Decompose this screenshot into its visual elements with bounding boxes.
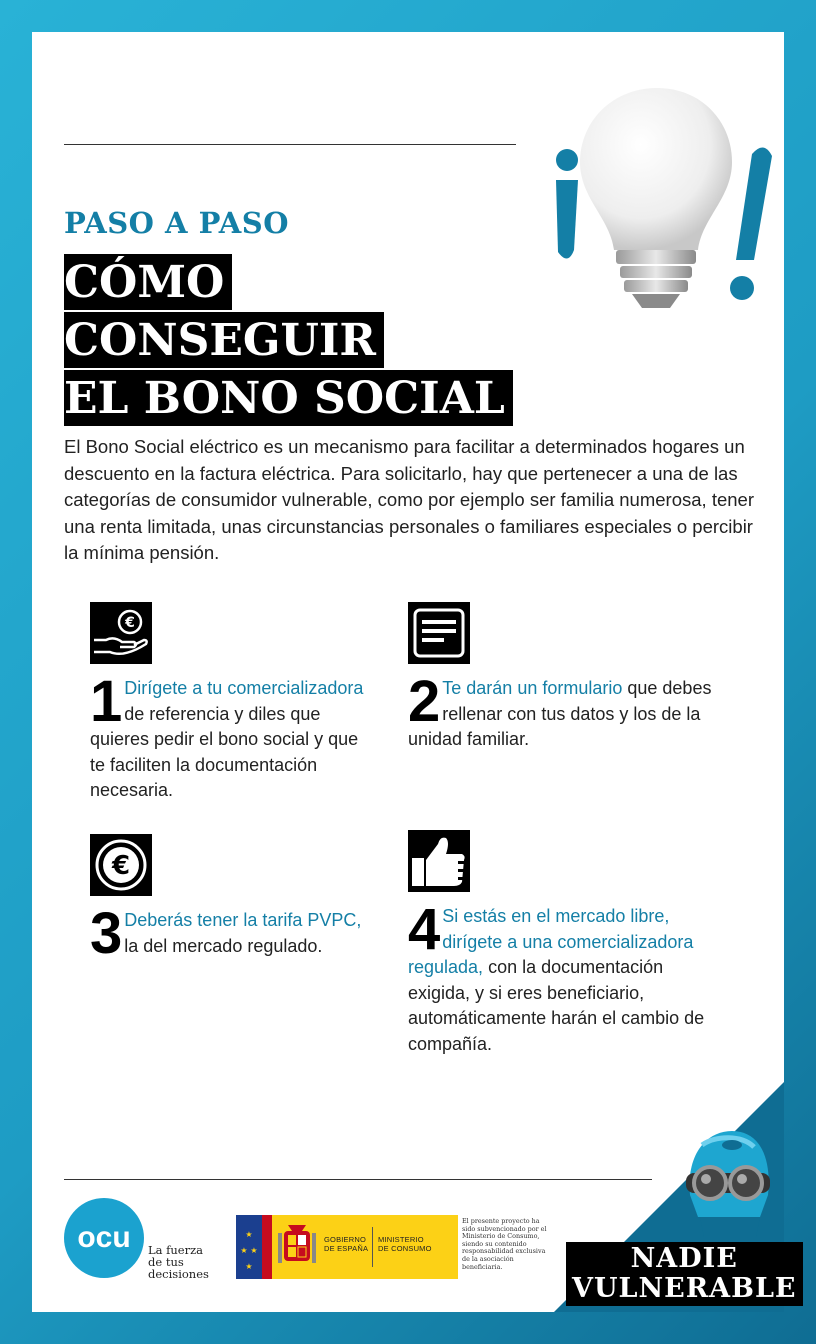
funding-disclaimer: El presente proyecto ha sido subvencionado por el Ministerio de Consumo, siendo su contenido responsabilidad exclusiva de la asociación beneficiaria.: [462, 1217, 547, 1271]
euro-coin-icon: [90, 834, 152, 896]
thumbs-up-icon: [408, 830, 470, 892]
step-4-text: [408, 897, 718, 1057]
helmet-icon: [676, 1125, 772, 1245]
logo-divider: [372, 1227, 373, 1267]
eu-flag-icon: [236, 1215, 262, 1279]
min-line-1: MINISTERIO: [378, 1235, 424, 1244]
step-2-number: 2: [408, 669, 441, 734]
step-3-number: 3: [90, 901, 123, 966]
step-1: [90, 602, 370, 804]
step-3-highlight: Deberás tener la tarifa PVPC,: [124, 910, 362, 930]
title-line-1: CÓMO: [64, 254, 232, 310]
page-title: [64, 254, 513, 428]
ocu-tagline-line-1: La fuerza: [148, 1243, 204, 1257]
svg-text:★: ★: [250, 1246, 258, 1255]
step-2-body: que debes rellenar con tus datos y los de la unidad familiar.: [408, 678, 712, 749]
kicker-label: PASO A PASO: [64, 206, 289, 240]
title-line-2: CONSEGUIR: [64, 312, 384, 368]
gob-line-2: DE ESPAÑA: [324, 1244, 369, 1253]
svg-text:★: ★: [240, 1246, 248, 1255]
title-line-3: EL BONO SOCIAL: [64, 370, 513, 426]
badge-label: [566, 1242, 803, 1306]
ocu-logo-mark: ocu: [64, 1198, 144, 1278]
ministerio-label: [378, 1235, 432, 1253]
svg-text:€: €: [111, 851, 131, 881]
step-4-number: 4: [408, 897, 441, 962]
svg-text:€: €: [125, 615, 135, 631]
top-divider: [64, 144, 516, 145]
ocu-logo: [64, 1198, 244, 1281]
step-4: [408, 830, 718, 1057]
badge-line-2: VULNERABLE: [572, 1273, 797, 1304]
step-3-body: la del mercado regulado.: [124, 935, 323, 956]
lightbulb-icon: [532, 80, 782, 320]
step-1-text: [90, 669, 370, 804]
step-4-body: con la documentación exigida, y si eres beneficiario, automáticamente harán el cambio de compañía.: [408, 957, 705, 1054]
nadie-vulnerable-badge: [564, 1125, 797, 1315]
step-2-text: [408, 669, 738, 753]
flag-stripe: [262, 1215, 272, 1279]
svg-text:★: ★: [245, 1230, 253, 1239]
intro-paragraph: El Bono Social eléctrico es un mecanismo para facilitar a determinados hogares un descuento en la factura eléctrica. Para solicitarlo, hay que pertenecer a una de las categorías de consumidor vulnerable, como por ejemplo ser familia numerosa, tener una renta limitada, unas circunstancias personales o familiares especiales o percibir la mínima pensión.: [64, 436, 754, 563]
badge-line-1: NADIE: [630, 1243, 738, 1274]
min-line-2: DE CONSUMO: [378, 1244, 432, 1253]
gob-line-1: GOBIERNO: [324, 1235, 367, 1244]
step-1-number: 1: [90, 669, 123, 734]
ocu-tagline-line-2: de tus decisiones: [148, 1255, 209, 1281]
step-1-body: de referencia y diles que quieres pedir el bono social y que te faciliten la documentación necesaria.: [90, 703, 359, 800]
step-3-text: [90, 901, 380, 966]
form-icon: [408, 602, 470, 664]
government-logo: [236, 1215, 458, 1279]
gobierno-label: [324, 1235, 368, 1253]
step-2-highlight: Te darán un formulario: [442, 678, 623, 698]
ocu-tagline: [148, 1244, 248, 1280]
infographic-card: [32, 32, 797, 1312]
coat-of-arms-icon: [276, 1221, 318, 1273]
step-1-highlight: Dirígete a tu comercializadora: [124, 678, 364, 698]
step-2: [408, 602, 738, 753]
step-3: [90, 834, 380, 966]
hand-euro-icon: [90, 602, 152, 664]
step-4-highlight: Si estás en el mercado libre, dirígete a una comercializadora regulada,: [408, 906, 694, 977]
svg-text:★: ★: [245, 1262, 253, 1271]
